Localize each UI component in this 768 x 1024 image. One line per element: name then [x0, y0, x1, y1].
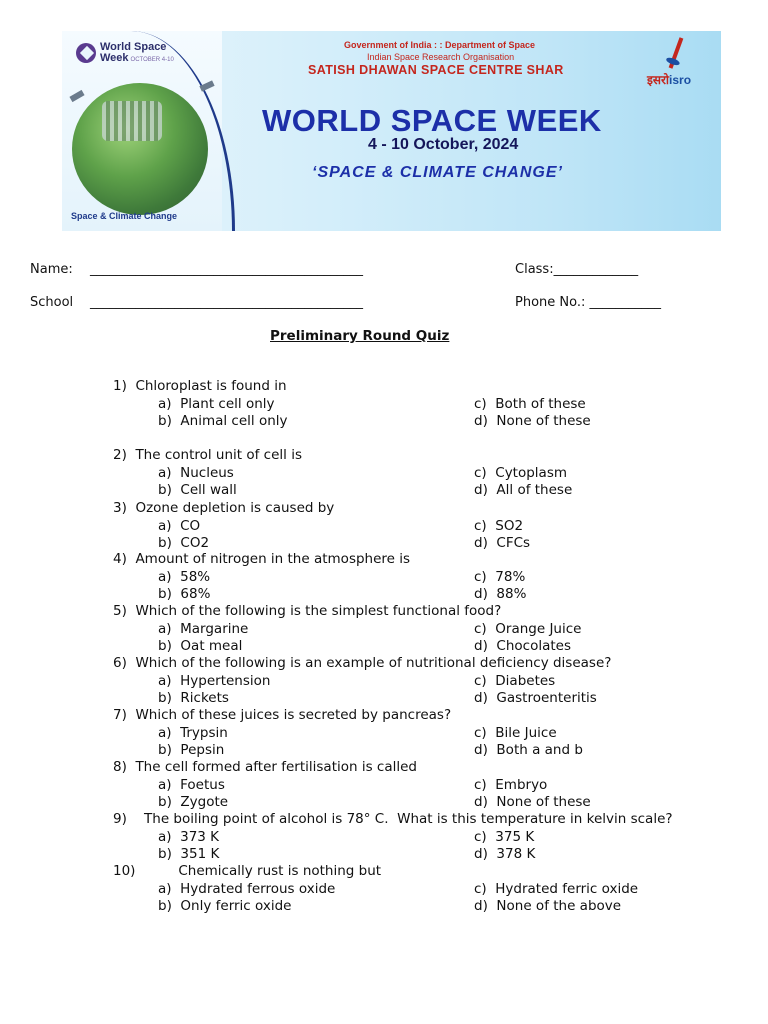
- option-a: a) Hypertension: [158, 673, 271, 689]
- option-b: b) 68%: [158, 586, 211, 602]
- option-a: a) Plant cell only: [158, 396, 275, 412]
- world-space-week-banner: [62, 31, 721, 231]
- question-text: 10) Chemically rust is nothing but: [113, 863, 382, 879]
- option-c: c) Embryo: [474, 777, 548, 793]
- question-text: 3) Ozone depletion is caused by: [113, 500, 335, 516]
- option-d: d) All of these: [474, 482, 573, 498]
- question-text: 4) Amount of nitrogen in the atmosphere is: [113, 551, 411, 567]
- option-d: d) Chocolates: [474, 638, 571, 654]
- banner-caption: Space & Climate Change: [71, 211, 178, 221]
- isro-rocket-icon: [669, 37, 684, 68]
- option-c: c) 78%: [474, 569, 526, 585]
- organisation-line: Indian Space Research Organisation: [367, 52, 515, 62]
- option-d: d) Both a and b: [474, 742, 583, 758]
- class-field[interactable]: Class:_____________: [515, 262, 639, 277]
- option-b: b) Only ferric oxide: [158, 898, 292, 914]
- isro-hindi: इसरो: [647, 73, 670, 87]
- logo-line-2-text: Week: [100, 52, 129, 64]
- world-space-week-logo-text: [100, 42, 174, 66]
- centre-name: SATISH DHAWAN SPACE CENTRE SHAR: [308, 63, 564, 77]
- option-a: a) Trypsin: [158, 725, 228, 741]
- option-c: c) Bile Juice: [474, 725, 557, 741]
- question-text: 9) The boiling point of alcohol is 78° C. What is this temperature in kelvin scale?: [113, 811, 673, 827]
- green-planet-illustration: [72, 83, 208, 215]
- option-d: d) None of the above: [474, 898, 622, 914]
- option-d: d) 378 K: [474, 846, 536, 862]
- option-b: b) 351 K: [158, 846, 220, 862]
- option-c: c) 375 K: [474, 829, 535, 845]
- banner-date: 4 - 10 October, 2024: [368, 136, 519, 153]
- option-b: b) Cell wall: [158, 482, 237, 498]
- question-text: 1) Chloroplast is found in: [113, 378, 287, 394]
- option-c: c) Orange Juice: [474, 621, 582, 637]
- option-b: b) CO2: [158, 535, 210, 551]
- option-d: d) 88%: [474, 586, 527, 602]
- question-text: 7) Which of these juices is secreted by pancreas?: [113, 707, 452, 723]
- option-a: a) CO: [158, 518, 201, 534]
- question-text: 6) Which of the following is an example of nutritional deficiency disease?: [113, 655, 612, 671]
- option-c: c) Hydrated ferric oxide: [474, 881, 639, 897]
- question-text: 2) The control unit of cell is: [113, 447, 302, 463]
- banner-title: WORLD SPACE WEEK: [262, 103, 602, 138]
- option-a: a) Margarine: [158, 621, 249, 637]
- option-d: d) None of these: [474, 794, 591, 810]
- option-c: c) Cytoplasm: [474, 465, 568, 481]
- option-a: a) Foetus: [158, 777, 225, 793]
- option-b: b) Oat meal: [158, 638, 243, 654]
- isro-english: isro: [669, 73, 692, 87]
- option-b: b) Rickets: [158, 690, 229, 706]
- option-d: d) None of these: [474, 413, 591, 429]
- option-d: d) Gastroenteritis: [474, 690, 597, 706]
- question-text: 5) Which of the following is the simplest functional food?: [113, 603, 502, 619]
- logo-date: OCTOBER 4-10: [130, 57, 174, 63]
- name-field[interactable]: __________________________________________: [90, 262, 363, 277]
- option-c: c) SO2: [474, 518, 524, 534]
- option-b: b) Animal cell only: [158, 413, 288, 429]
- logo-line-2: [100, 53, 174, 66]
- school-field[interactable]: __________________________________________: [90, 295, 363, 310]
- option-a: a) 58%: [158, 569, 211, 585]
- option-b: b) Pepsin: [158, 742, 225, 758]
- option-c: c) Both of these: [474, 396, 586, 412]
- logo-line-1: World Space: [100, 41, 167, 53]
- government-line: Government of India : : Department of Space: [344, 40, 536, 50]
- banner-theme: ‘SPACE & CLIMATE CHANGE’: [312, 164, 563, 181]
- name-label: Name:: [30, 262, 73, 277]
- isro-logo-text: [647, 71, 691, 88]
- option-a: a) 373 K: [158, 829, 220, 845]
- option-d: d) CFCs: [474, 535, 531, 551]
- option-b: b) Zygote: [158, 794, 229, 810]
- option-a: a) Nucleus: [158, 465, 234, 481]
- question-text: 8) The cell formed after fertilisation is called: [113, 759, 417, 775]
- option-c: c) Diabetes: [474, 673, 556, 689]
- phone-field[interactable]: Phone No.: ___________: [515, 295, 661, 310]
- option-a: a) Hydrated ferrous oxide: [158, 881, 336, 897]
- quiz-title: Preliminary Round Quiz: [270, 328, 450, 344]
- world-space-week-logo-icon: [76, 43, 96, 63]
- school-label: School: [30, 295, 74, 310]
